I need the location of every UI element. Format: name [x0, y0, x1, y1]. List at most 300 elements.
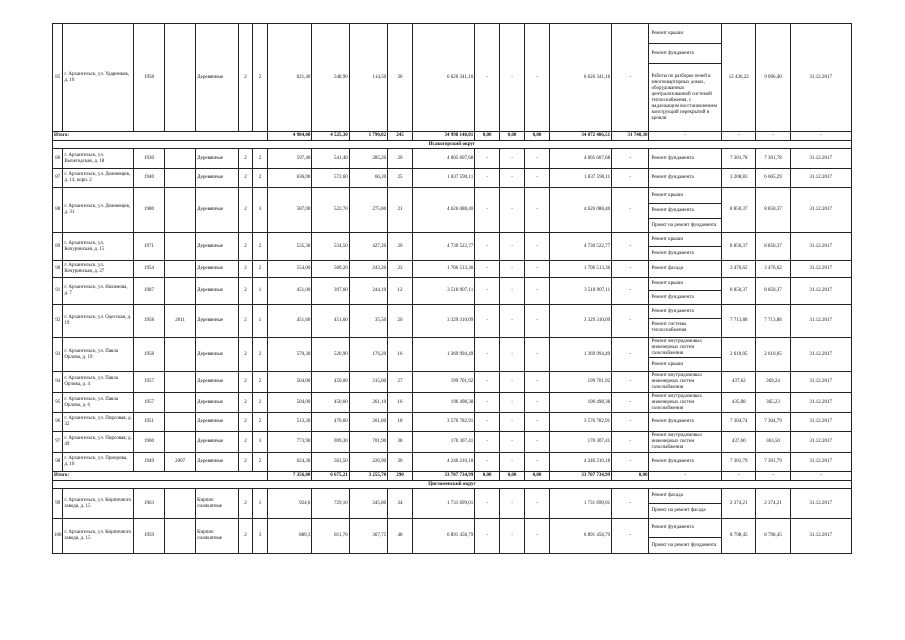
- unit-cost: 2 610,05: [722, 338, 756, 372]
- floors: 2: [238, 519, 253, 554]
- living-area: 522,70: [312, 188, 349, 233]
- residents: 20: [388, 305, 413, 338]
- living-area: 451,60: [312, 305, 349, 338]
- entrances: 2: [253, 24, 268, 132]
- region-share: -: [500, 278, 525, 305]
- total-cost: 3 518 907,11: [412, 278, 474, 305]
- residents: 16: [388, 393, 413, 413]
- row-number: 97: [53, 432, 63, 453]
- section-rows-top: [53, 24, 852, 132]
- entrances: 2: [253, 453, 268, 472]
- cost-limit: 9 096,40: [756, 24, 790, 132]
- wall-material: Деревянные: [196, 188, 239, 233]
- row-number: 89: [53, 233, 63, 261]
- unit-cost: 7 304,74: [722, 413, 756, 432]
- total-owners: 34 872 486,51: [549, 132, 611, 141]
- total-living-area: 6 675,21: [312, 472, 349, 481]
- completion-date: 31.12.2017: [790, 393, 851, 413]
- residents: 12: [388, 278, 413, 305]
- total-unit-cost: -: [722, 472, 756, 481]
- work-item: Ремонт внутридомовых инженерных систем газоснабжения: [651, 393, 702, 411]
- work-item: Проект на ремонт фасада: [651, 508, 706, 513]
- work-types: [649, 372, 722, 393]
- work-types: [649, 24, 722, 132]
- extra-finance: -: [612, 489, 649, 519]
- address: г. Архангельск, ул. Ударников, д. 16: [63, 24, 134, 132]
- total-cost: 3 329 310,09: [412, 305, 474, 338]
- build-year: 1963: [133, 489, 164, 519]
- row-number: 86: [53, 149, 63, 169]
- work-item: Ремонт фундамента: [649, 44, 721, 64]
- wall-material: Деревянные: [196, 261, 239, 278]
- floors: 2: [238, 261, 253, 278]
- total-cost: 1 706 513,36: [412, 261, 474, 278]
- total-living-area: 4 525,30: [312, 132, 349, 141]
- owners-share: 170 307,41: [549, 432, 611, 453]
- extra-finance: -: [612, 393, 649, 413]
- residents: 30: [388, 453, 413, 472]
- section-rows-isakogorsky: [53, 149, 852, 472]
- cost-limit: 369,24: [756, 372, 790, 393]
- fund-share: -: [475, 149, 500, 169]
- cost-limit: 2 610,05: [756, 338, 790, 372]
- table-row: [53, 338, 852, 372]
- unit-cost: 12 436,22: [722, 24, 756, 132]
- extra-finance: -: [612, 233, 649, 261]
- work-types: [649, 188, 722, 233]
- municipal-area: 114,50: [349, 24, 387, 132]
- living-area: 699,30: [312, 432, 349, 453]
- table-row: [53, 453, 852, 472]
- build-year: 1954: [133, 261, 164, 278]
- region-share: -: [500, 188, 525, 233]
- reconstruction-year: 2011: [165, 305, 196, 338]
- wall-material: Деревянные: [196, 393, 239, 413]
- work-types: [649, 338, 722, 372]
- work-item: Ремонт крыши: [649, 188, 721, 204]
- owners-share: 6 891 458,79: [549, 519, 611, 554]
- build-year: 1957: [133, 372, 164, 393]
- completion-date: 31.12.2017: [790, 233, 851, 261]
- reconstruction-year: [165, 261, 196, 278]
- work-item: Ремонт фундамента: [651, 250, 694, 256]
- reconstruction-year: [165, 372, 196, 393]
- local-share: -: [525, 261, 550, 278]
- local-share: -: [525, 393, 550, 413]
- total-finance: 31 740,30: [612, 132, 649, 141]
- region-share: -: [500, 372, 525, 393]
- row-number: 99: [53, 489, 63, 519]
- total-area: 889,3: [267, 519, 312, 554]
- cost-limit: 8 850,37: [756, 233, 790, 261]
- reconstruction-year: [165, 278, 196, 305]
- total-row: [53, 132, 852, 141]
- owners-share: 196 498,38: [549, 393, 611, 413]
- unit-cost: 3 476,62: [722, 261, 756, 278]
- floors: 2: [238, 413, 253, 432]
- total-finance: 0,00: [612, 472, 649, 481]
- completion-date: 31.12.2017: [790, 453, 851, 472]
- work-types: [649, 432, 722, 453]
- row-number: 98: [53, 453, 63, 472]
- wall-material: Деревянные: [196, 413, 239, 432]
- total-area: 621,40: [267, 24, 312, 132]
- total-cost: 199 701,92: [412, 372, 474, 393]
- row-number: 85: [53, 24, 63, 132]
- completion-date: 31.12.2017: [790, 489, 851, 519]
- region-share: -: [500, 149, 525, 169]
- fund-share: -: [475, 278, 500, 305]
- fund-share: -: [475, 188, 500, 233]
- region-share: -: [500, 519, 525, 554]
- completion-date: 31.12.2017: [790, 188, 851, 233]
- table-row: [53, 169, 852, 188]
- local-share: -: [525, 149, 550, 169]
- row-number: 91: [53, 278, 63, 305]
- fund-share: -: [475, 489, 500, 519]
- wall-material: Кирпич силикатные: [196, 489, 239, 519]
- residents: 38: [388, 432, 413, 453]
- completion-date: 31.12.2017: [790, 338, 851, 372]
- entrances: 2: [253, 149, 268, 169]
- floors: 2: [238, 338, 253, 372]
- cost-limit: 3 476,62: [756, 261, 790, 278]
- unit-cost: 8 850,37: [722, 233, 756, 261]
- total-local: 0,00: [525, 472, 550, 481]
- total-cost: 4 626 088,40: [412, 188, 474, 233]
- living-area: 500,20: [312, 261, 349, 278]
- build-year: 1951: [133, 413, 164, 432]
- owners-share: 1 837 590,11: [549, 169, 611, 188]
- extra-finance: -: [612, 169, 649, 188]
- local-share: -: [525, 305, 550, 338]
- living-area: 520,90: [312, 338, 349, 372]
- total-residents: 290: [388, 472, 413, 481]
- local-share: -: [525, 413, 550, 432]
- floors: 2: [238, 305, 253, 338]
- total-area: 624,30: [267, 453, 312, 472]
- wall-material: Деревянные: [196, 169, 239, 188]
- owners-share: 1 706 513,36: [549, 261, 611, 278]
- build-year: 1958: [133, 24, 164, 132]
- build-year: 1958: [133, 338, 164, 372]
- reconstruction-year: 2007: [165, 453, 196, 472]
- reconstruction-year: [165, 24, 196, 132]
- entrances: 2: [253, 372, 268, 393]
- work-item: Ремонт фундамента: [651, 155, 694, 161]
- completion-date: 31.12.2017: [790, 432, 851, 453]
- work-item: Проект на ремонт фундамента: [651, 542, 717, 548]
- work-types: [649, 261, 722, 278]
- residents: 25: [388, 169, 413, 188]
- total-cost: 1 837 590,11: [412, 169, 474, 188]
- entrances: 2: [253, 393, 268, 413]
- table-row: [53, 432, 852, 453]
- work-types: [649, 169, 722, 188]
- local-share: -: [525, 24, 550, 132]
- local-share: -: [525, 233, 550, 261]
- total-cost: 33 707 734,99: [412, 472, 474, 481]
- total-area: 924,6: [267, 489, 312, 519]
- owners-share: 4 626 088,40: [549, 188, 611, 233]
- living-area: 729,10: [312, 489, 349, 519]
- total-area: 4 984,00: [267, 132, 312, 141]
- total-cost: 1 369 994,49: [412, 338, 474, 372]
- total-area: 451,60: [267, 305, 312, 338]
- municipal-area: 367,75: [349, 519, 387, 554]
- total-area: 636,00: [267, 169, 312, 188]
- total-region: 0,00: [500, 472, 525, 481]
- address: г. Архангельск, ул. Дежневцев, д. 31: [63, 188, 134, 233]
- owners-share: 1 369 994,49: [549, 338, 611, 372]
- total-section-2: [53, 472, 852, 489]
- address: г. Архангельск, ул. Кирпичного завода, д. 15: [63, 489, 134, 519]
- reconstruction-year: [165, 169, 196, 188]
- address: г. Архангельск, ул. Одесская, д. 19: [63, 305, 134, 338]
- municipal-area: 226,90: [349, 453, 387, 472]
- unit-cost: 7 301,78: [722, 149, 756, 169]
- address: г. Архангельск, ул. Пирсовая, д. 32: [63, 413, 134, 432]
- extra-finance: -: [612, 372, 649, 393]
- living-area: 563,50: [312, 453, 349, 472]
- extra-finance: -: [612, 338, 649, 372]
- completion-date: 31.12.2017: [790, 278, 851, 305]
- work-item: Ремонт внутридомовых инженерных систем газоснабжения: [649, 338, 721, 358]
- unit-cost: 437,60: [722, 432, 756, 453]
- completion-date: 31.12.2017: [790, 305, 851, 338]
- municipal-area: 261,10: [349, 393, 387, 413]
- local-share: -: [525, 188, 550, 233]
- district-title: Цигломенский округ: [53, 481, 852, 489]
- table-row: [53, 278, 852, 305]
- district-title: Исакогорский округ: [53, 141, 852, 149]
- unit-cost: 437,62: [722, 372, 756, 393]
- extra-finance: -: [612, 305, 649, 338]
- build-year: 1930: [133, 149, 164, 169]
- residents: 36: [388, 24, 413, 132]
- total-area: 7 356,00: [267, 472, 312, 481]
- fund-share: -: [475, 169, 500, 188]
- living-area: 811,70: [312, 519, 349, 554]
- fund-share: -: [475, 432, 500, 453]
- extra-finance: -: [612, 149, 649, 169]
- total-cost: 170 307,41: [412, 432, 474, 453]
- fund-share: -: [475, 453, 500, 472]
- wall-material: Деревянные: [196, 149, 239, 169]
- residents: 18: [388, 413, 413, 432]
- local-share: -: [525, 519, 550, 554]
- entrances: 2: [253, 233, 268, 261]
- owners-share: 3 329 310,09: [549, 305, 611, 338]
- total-works: -: [649, 472, 722, 481]
- total-cost: 34 998 148,81: [412, 132, 474, 141]
- build-year: 1940: [133, 169, 164, 188]
- floors: 2: [238, 278, 253, 305]
- fund-share: -: [475, 24, 500, 132]
- work-item: Работы по разборке печей в многоквартирных домах, оборудованных централизованной системой теплоснабжения, с надлежащим восстановлением конструкций перекрытий и кровли: [651, 73, 718, 121]
- work-item: Ремонт крыши: [649, 233, 721, 247]
- municipal-area: 66,20: [349, 169, 387, 188]
- work-item: Ремонт фасада: [649, 489, 721, 504]
- row-number: 96: [53, 413, 63, 432]
- work-item: Ремонт внутридомовых инженерных систем газоснабжения: [651, 433, 702, 450]
- cost-limit: 7 301,78: [756, 149, 790, 169]
- work-item: Ремонт фундамента: [651, 175, 694, 180]
- residents: 34: [388, 489, 413, 519]
- residents: 27: [388, 372, 413, 393]
- total-cost: 4 246 210,18: [412, 453, 474, 472]
- region-share: -: [500, 24, 525, 132]
- address: г. Архангельск, ул. Дежневцев, д. 14, корп. 2: [63, 169, 134, 188]
- municipal-area: 285,20: [349, 149, 387, 169]
- cost-limit: 365,23: [756, 393, 790, 413]
- address: г. Архангельск, ул. Вычегодская, д. 18: [63, 149, 134, 169]
- table-row: [53, 188, 852, 233]
- region-share: -: [500, 305, 525, 338]
- region-share: -: [500, 233, 525, 261]
- local-share: -: [525, 278, 550, 305]
- total-cost: 196 498,38: [412, 393, 474, 413]
- work-types: [649, 233, 722, 261]
- cost-limit: 7 301,79: [756, 453, 790, 472]
- work-types: [649, 413, 722, 432]
- total-area: 504,00: [267, 372, 312, 393]
- work-item: Ремонт крыши: [651, 361, 684, 367]
- reconstruction-year: [165, 188, 196, 233]
- wall-material: Деревянные: [196, 278, 239, 305]
- table-row: [53, 519, 852, 554]
- total-residents: 245: [388, 132, 413, 141]
- entrances: 3: [253, 519, 268, 554]
- fund-share: -: [475, 413, 500, 432]
- work-item: Ремонт фундамента: [651, 459, 694, 464]
- municipal-area: 243,20: [349, 261, 387, 278]
- reconstruction-year: [165, 149, 196, 169]
- district-row: [53, 481, 852, 489]
- entrances: 1: [253, 305, 268, 338]
- total-area: 535,30: [267, 233, 312, 261]
- floors: 2: [238, 24, 253, 132]
- reconstruction-year: [165, 519, 196, 554]
- municipal-area: 345,80: [349, 489, 387, 519]
- row-number: 87: [53, 169, 63, 188]
- living-area: 534,50: [312, 233, 349, 261]
- total-area: 570,30: [267, 338, 312, 372]
- build-year: 1987: [133, 278, 164, 305]
- total-owners: 33 707 734,99: [549, 472, 611, 481]
- municipal-area: 244,10: [349, 278, 387, 305]
- total-cost: 4 005 607,68: [412, 149, 474, 169]
- wall-material: Деревянные: [196, 453, 239, 472]
- build-year: 1980: [133, 188, 164, 233]
- total-limit: -: [756, 132, 790, 141]
- wall-material: Деревянные: [196, 338, 239, 372]
- owners-share: 1 731 699,01: [549, 489, 611, 519]
- municipal-area: 35,50: [349, 305, 387, 338]
- entrances: 1: [253, 278, 268, 305]
- fund-share: -: [475, 393, 500, 413]
- work-types: [649, 149, 722, 169]
- extra-finance: -: [612, 413, 649, 432]
- cost-limit: 7 713,88: [756, 305, 790, 338]
- total-area: 554,00: [267, 261, 312, 278]
- residents: 48: [388, 519, 413, 554]
- table-row: [53, 393, 852, 413]
- row-number: 100: [53, 519, 63, 554]
- table-row: [53, 149, 852, 169]
- completion-date: 31.12.2017: [790, 413, 851, 432]
- residents: 21: [388, 188, 413, 233]
- total-area: 597,40: [267, 149, 312, 169]
- floors: 2: [238, 432, 253, 453]
- total-local: 0,00: [525, 132, 550, 141]
- work-types: [649, 489, 722, 519]
- extra-finance: -: [612, 188, 649, 233]
- district-row: [53, 141, 852, 149]
- living-area: 450,60: [312, 393, 349, 413]
- row-number: 95: [53, 393, 63, 413]
- total-date: -: [790, 472, 851, 481]
- floors: 2: [238, 393, 253, 413]
- total-fund: 0,00: [475, 472, 500, 481]
- row-number: 93: [53, 338, 63, 372]
- floors: 2: [238, 169, 253, 188]
- total-cost: 6 891 458,79: [412, 519, 474, 554]
- unit-cost: 7 713,88: [722, 305, 756, 338]
- work-item: Ремонт фундамента: [649, 204, 721, 219]
- living-area: 541,40: [312, 149, 349, 169]
- wall-material: Деревянные: [196, 432, 239, 453]
- region-share: -: [500, 338, 525, 372]
- table-row: [53, 372, 852, 393]
- owners-share: 6 626 341,16: [549, 24, 611, 132]
- floors: 2: [238, 149, 253, 169]
- region-share: -: [500, 261, 525, 278]
- owners-share: 4 730 522,77: [549, 233, 611, 261]
- work-item: Ремонт внутридомовых инженерных систем газоснабжения: [651, 373, 702, 390]
- region-share: -: [500, 413, 525, 432]
- extra-finance: -: [612, 519, 649, 554]
- build-year: 1959: [133, 519, 164, 554]
- total-area: 504,00: [267, 393, 312, 413]
- extra-finance: -: [612, 278, 649, 305]
- floors: 2: [238, 489, 253, 519]
- cost-limit: 8 798,45: [756, 519, 790, 554]
- living-area: 470,60: [312, 413, 349, 432]
- work-types: [649, 305, 722, 338]
- region-share: -: [500, 489, 525, 519]
- living-area: 548,90: [312, 24, 349, 132]
- living-area: 572,60: [312, 169, 349, 188]
- total-area: 773,90: [267, 432, 312, 453]
- work-item: Ремонт фундамента: [649, 519, 721, 538]
- completion-date: 31.12.2017: [790, 24, 851, 132]
- floors: 2: [238, 233, 253, 261]
- floors: 2: [238, 372, 253, 393]
- address: г. Архангельск, ул. Павла Орлова, д. 19: [63, 338, 134, 372]
- owners-share: 4 246 210,18: [549, 453, 611, 472]
- owners-share: 4 005 607,68: [549, 149, 611, 169]
- total-works: -: [649, 132, 722, 141]
- local-share: -: [525, 169, 550, 188]
- total-row: [53, 472, 852, 481]
- work-item: Ремонт крыши: [649, 278, 721, 291]
- row-number: 90: [53, 261, 63, 278]
- build-year: 1958: [133, 305, 164, 338]
- address: г. Архангельск, ул. Кирпичного завода, д. 15: [63, 519, 134, 554]
- wall-material: Деревянные: [196, 233, 239, 261]
- total-cost: 6 626 341,16: [412, 24, 474, 132]
